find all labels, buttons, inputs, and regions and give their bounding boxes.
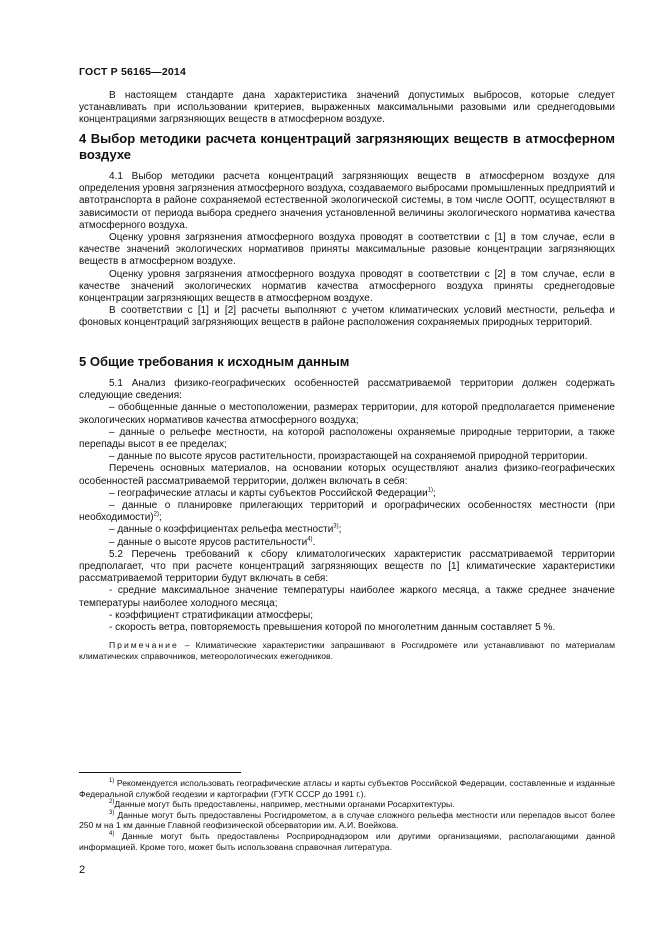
section-5-body (79, 378, 615, 662)
list-item-text: – данные о коэффициентах рельефа местности (109, 524, 334, 536)
list-item: – данные о коэффициентах рельефа местности$^{3)}$; (109, 524, 342, 536)
note-text: – Климатические характеристики запрашивают в Росгидромете или устанавливают по материалам климатических справочников, метеорологических ежегодников. (79, 640, 615, 662)
footnote-text: Рекомендуется использовать географические атласы и карты субъектов Российской Федерации, составленные и изданные Федеральной службой геодезии и картографии (ГУГК СССР до 1991 г.). (79, 778, 615, 799)
footnote-text: Данные могут быть предоставлены Росгидрометом, а в случае сложного рельефа местности или перепадов высот более 250 м на 1 км данные Главной геофизической обсерватории им. А.И. Воейкова. (79, 809, 615, 831)
document-header: ГОСТ Р 56165—2014 (79, 66, 187, 78)
footnote-ref: 1) (427, 487, 434, 494)
page-number: 2 (79, 864, 86, 876)
section-4-heading: 4 Выбор методики расчета концентраций загрязняющих веществ в атмосферном воздухе (79, 131, 615, 162)
section-4-paragraph-3: Оценку уровня загрязнения атмосферного воздуха проводят в соответствии с [2] в том случае, если в качестве значений экологических норматив качества атмосферного воздуха приняты среднегодовые концентрации загрязняющих веществ в атмосферном воздухе. (79, 268, 615, 305)
note-label: Примечание (109, 640, 179, 651)
list-item: - коэффициент стратификации атмосферы; (109, 609, 314, 621)
footnote-1 (79, 778, 615, 799)
footnote-ref: 4) (307, 536, 313, 543)
section-4-paragraph-4: В соответствии с [1] и [2] расчеты выполняют с учетом климатических условий местности, рельефа и фоновых концентраций загрязняющих веществ в районе расположения сохраняемых природных территорий. (79, 305, 615, 329)
intro-paragraph: В настоящем стандарте дана характеристика значений допустимых выбросов, которые следует устанавливать при использовании критериев, выраженных максимальными разовыми или среднегодовыми концентрациями загрязняющих веществ в атмосферном воздухе. (79, 90, 615, 126)
footnote-ref: 3) (333, 524, 339, 531)
materials-intro-paragraph: Перечень основных материалов, на основании которых осуществляют анализ физико-географических особенностей рассматриваемой территории, должен включать в себя: (79, 463, 615, 487)
footnotes (79, 778, 615, 852)
footnote-marker: 4) (109, 831, 115, 838)
list-item: – данные по высоте ярусов растительности, произрастающей на сохраняемой природной территории. (109, 451, 588, 463)
footnote-marker: 3) (109, 809, 115, 816)
section-4-paragraph-2: Оценку уровня загрязнения атмосферного воздуха проводят в соответствии с [1] в том случае, если в качестве значений экологических нормативов приняты максимальные разовые концентрации загрязняющих веществ в атмосферном воздухе. (79, 232, 615, 268)
footnote-separator (79, 772, 241, 773)
intro-block (79, 90, 615, 127)
footnote-marker: 2) (109, 799, 115, 806)
footnote-marker: 1) (109, 778, 115, 785)
footnote-3 (79, 810, 615, 831)
list-item: – данные о рельефе местности, на которой расположены охраняемые природные территории, а также перепады высот в ее пределах; (79, 426, 615, 451)
section-5-2-paragraph: 5.2 Перечень требований к сбору климатологических характеристик рассматриваемой территории предполагает, что при расчете концентраций загрязняющих веществ по [1] климатические характеристики рассматриваемой территории будут включать в себя: (79, 548, 615, 585)
list-item: – обобщенные данные о местоположении, размерах территории, для которой предполагается применение экологических нормативов качества атмосферного воздуха; (79, 402, 615, 426)
list-item: - средние максимальное значение температуры наиболее жаркого месяца, а также среднее значение температуры наиболее холодного месяца; (79, 585, 615, 609)
list-item: – данные о высоте ярусов растительности$^{4)}$. (109, 536, 316, 548)
footnote-4 (79, 831, 615, 852)
footnote-2 (79, 799, 615, 810)
section-4-1-paragraph: 4.1 Выбор методики расчета концентраций загрязняющих веществ в атмосферном воздухе для определения уровня загрязнения атмосферного воздуха, создаваемого выбросами промышленных предприятий и автотранспорта в районе сохраняемой естественной экологической системы, в том числе ООПТ, осуществляют в зависимости от периода выбора среднего значения установленной величины экологического норматива качества атмосферного воздуха. (79, 171, 616, 231)
list-item-text: – данные о планировке прилегающих территорий и орографических особенностях местности (при необходимости) (79, 500, 615, 524)
section-5-heading: 5 Общие требования к исходным данным (79, 354, 350, 369)
section-5-1-paragraph: 5.1 Анализ физико-географических особенностей рассматриваемой территории должен содержать следующие сведения: (79, 378, 615, 402)
section-4-body (79, 171, 615, 330)
footnote-ref: 2) (153, 511, 159, 518)
footnote-text: Данные могут быть предоставлены Росприроднадзором или другими организациями, располагающими данной информацией. Кроме того, может быть использована справочная литература. (79, 830, 615, 852)
list-item: – данные о планировке прилегающих территорий и орографических особенностях местности (при необходимости)$^{2)}$; (79, 500, 615, 524)
footnote-text: Данные могут быть предоставлены, например, местными органами Росархитектуры. (114, 799, 455, 810)
list-item: – географические атласы и карты субъектов Российской Федерации$^{1)}$; (109, 487, 436, 499)
list-item-text: – географические атласы и карты субъектов Российской Федерации (109, 487, 428, 499)
list-item-text: – данные о высоте ярусов растительности (109, 536, 308, 548)
note-paragraph (79, 640, 615, 662)
list-item: - скорость ветра, повторяемость превышения которой по многолетним данным составляет 5 %. (109, 622, 556, 634)
